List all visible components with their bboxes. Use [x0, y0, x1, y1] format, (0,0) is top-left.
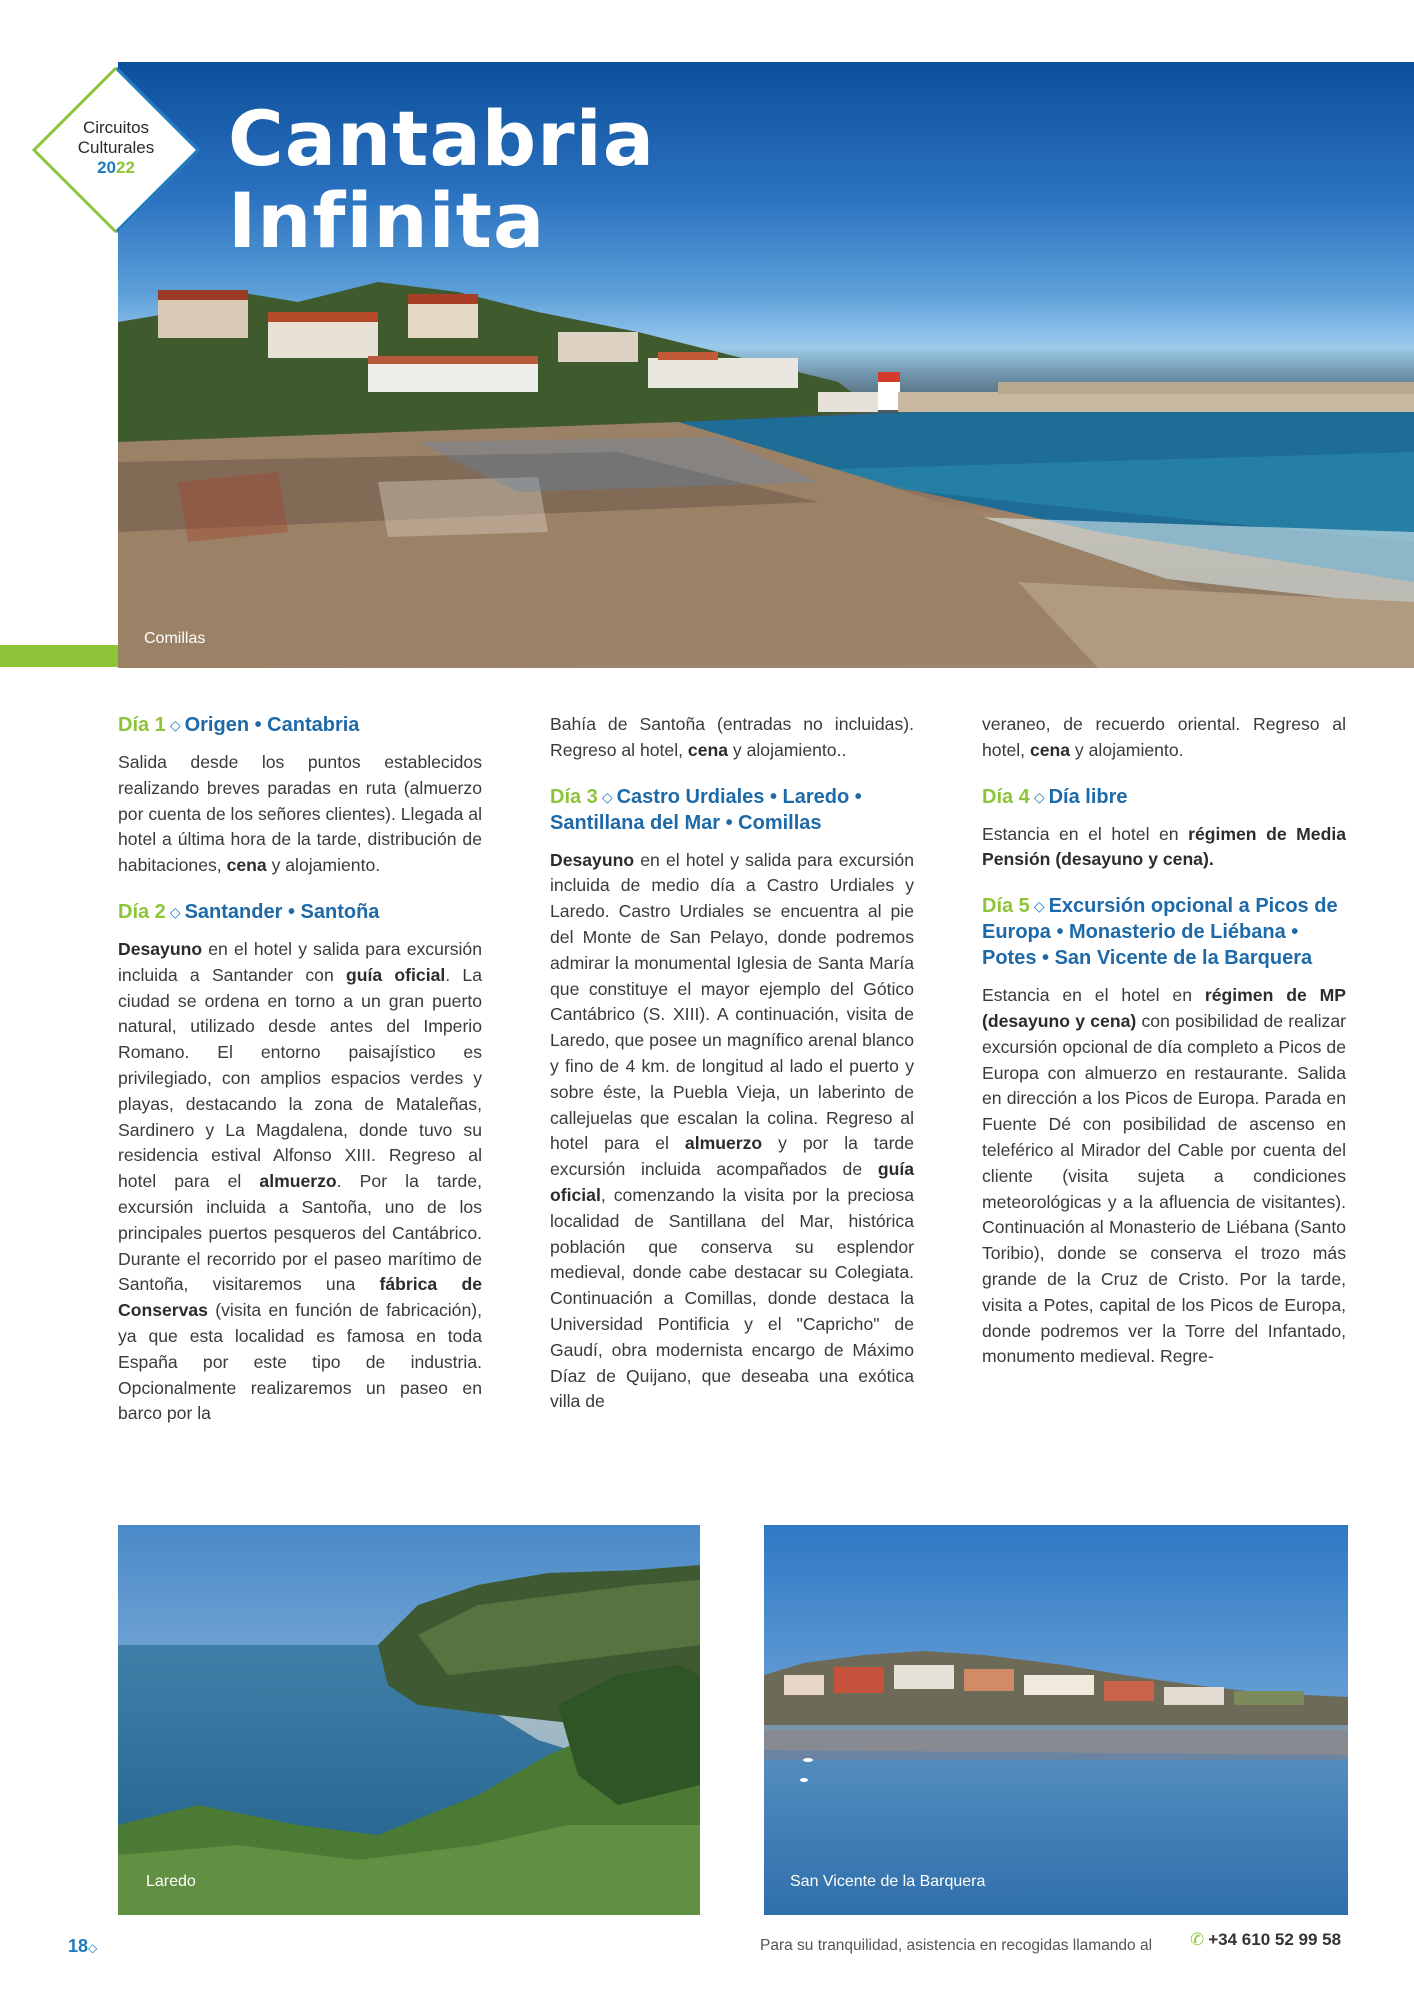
cont3-text-1: veraneo, de recuerdo oriental. Regreso al hotel, [982, 714, 1346, 760]
cont3-bold-1: cena [1029, 739, 1071, 760]
phone-icon: ✆ [1190, 1930, 1205, 1949]
day-1-title: Origen • Cantabria [184, 714, 360, 736]
day-3-text-1: en el hotel y salida para excursión incluida de medio día a Castro Urdiales y Laredo. Castro Urdiales se encuentra al pie del Monte de San Pelayo, donde podremos admirar la monumental Iglesia de Santa María que constituye el mayor ejemplo del Gótico Cantábrico (S. XIII). A continuación, visita de Laredo, que posee un magnífico arenal blanco y fino de 4 km. de longitud al lado el puerto y sobre éste, la Puebla Vieja, un laberinto de callejuelas que escalan la colina. Regreso al hotel para el [550, 849, 914, 1154]
day-2-text [118, 937, 482, 1427]
cont-text-2: y alojamiento.. [728, 739, 847, 760]
text-column-3 [982, 712, 1346, 1390]
day-3-text-2: y por la tarde excursión incluida acompañados de [550, 1133, 914, 1180]
day-5-text [982, 983, 1346, 1370]
day-5-text-1: Estancia en el hotel en [982, 985, 1205, 1006]
phone-contact[interactable] [1190, 1930, 1341, 1950]
day-2-label: Día 2 [118, 900, 166, 923]
assistance-text: Para su tranquilidad, asistencia en recogidas llamando al [760, 1937, 1153, 1954]
day-3-text-3: , comenzando la visita por la preciosa localidad de Santillana del Mar, histórica población que conserva su esplendor medieval, donde cabe destacar su Colegiata. Continuación a Comillas, donde destaca la Universidad Pontificia y el "Capricho" de Gaudí, obra modernista encargo de Máximo Díaz de Quijano, que deseaba una exótica villa de [550, 1184, 914, 1412]
day-1-label: Día 1 [118, 714, 166, 736]
cont-bold-1: cena [687, 739, 729, 760]
day-3-label: Día 3 [550, 785, 598, 808]
day-1-heading [118, 712, 482, 738]
day-2-bold-4: fábrica de Conservas [118, 1274, 482, 1321]
day-1-body: Salida desde los puntos establecidos realizando breves paradas en ruta (almuerzo por cuenta de los señores clientes). Llegada al hotel a última hora de la tarde, distribución de habitaciones, [118, 752, 482, 876]
diamond-bullet-icon: ◇ [1033, 898, 1045, 915]
day-1-end: y alojamiento. [266, 855, 381, 876]
cont-text-1: Bahía de Santoña (entradas no incluidas). Regreso al hotel, [550, 714, 914, 760]
hero-caption: Comillas [144, 630, 206, 647]
badge-year-a: 20 [97, 158, 116, 177]
photo-laredo [118, 1525, 700, 1915]
day-4-label: Día 4 [982, 785, 1030, 808]
day-2-title: Santander • Santoña [184, 900, 380, 923]
day-4-title: Día libre [1048, 785, 1128, 808]
day-3-text [550, 848, 914, 1416]
day-2-bold-2: guía oficial [346, 964, 446, 985]
day-4-text [982, 822, 1346, 874]
day-3-title: Castro Urdiales • Laredo • Santillana del Mar • Comillas [550, 785, 862, 834]
title-line-2: Infinita [228, 176, 546, 265]
day-2-text-4: (visita en función de fabricación), ya que esta localidad es famosa en toda España por este tipo de industria. Opcionalmente realizaremos un paseo en barco por la [118, 1300, 482, 1424]
day-3-continued [982, 712, 1346, 764]
day-3-bold-1: Desayuno [550, 849, 635, 870]
day-4-heading [982, 784, 1346, 810]
day-2-bold-1: Desayuno [118, 938, 203, 959]
laredo-landscape [118, 1525, 700, 1915]
badge-year [28, 158, 204, 178]
san-vicente-landscape [764, 1525, 1348, 1915]
text-column-2 [550, 712, 914, 1435]
day-5-label: Día 5 [982, 895, 1030, 918]
day-3-heading [550, 784, 914, 836]
badge-text [28, 118, 204, 178]
day-4-bold-1: régimen de Media Pensión (desayuno y cena). [982, 823, 1346, 870]
diamond-bullet-icon: ◇ [169, 903, 181, 920]
photo-san-vicente [764, 1525, 1348, 1915]
diamond-bullet-icon: ◇ [1033, 788, 1045, 805]
circuitos-badge [28, 62, 204, 238]
day-1-bold: cena [226, 855, 267, 876]
title-line-1: Cantabria [228, 94, 655, 183]
page-number [68, 1936, 97, 1957]
day-5-text-2: con posibilidad de realizar excursión opcional de día completo a Picos de Europa con almuerzo en restaurante. Salida en dirección a los Picos de Europa. Parada en Fuente Dé con posibilidad de ascenso en teleférico al Mirador del Cable por cuenta del cliente (visita sujeta a condiciones meteorológicas y a la afluencia de visitantes). Continuación al Monasterio de Liébana (Santo Toribio), donde se conserva el trozo más grande de la Cruz de Cristo. Por la tarde, visita a Potes, capital de los Picos de Europa, donde podremos ver la Torre del Infantado, monumento medieval. Regre- [982, 1010, 1346, 1367]
badge-year-b: 22 [116, 158, 135, 177]
day-2-text-3: . Por la tarde, excursión incluida a Santoña, uno de los principales puertos pesqueros del Cantábrico. Durante el recorrido por el paseo marítimo de Santoña, visitaremos una [118, 1171, 482, 1295]
page-number-value: 18 [68, 1936, 89, 1956]
day-2-bold-3: almuerzo [259, 1171, 337, 1192]
day-1-text [118, 750, 482, 879]
accent-bar [0, 645, 118, 667]
text-column-1 [118, 712, 482, 1447]
day-4-text-1: Estancia en el hotel en [982, 823, 1189, 844]
diamond-bullet-icon: ◇ [169, 717, 181, 733]
day-2-text-2: . La ciudad se ordena en torno a un gran puerto natural, utilizado desde antes del Imperio Romano. El entorno paisajístico es privilegiado, con amplios espacios verdes y playas, destacando la zona de Mataleñas, Sardinero y La Magdalena, donde tuvo su residencia estival Alfonso XIII. Regreso al hotel para el [118, 964, 482, 1192]
day-5-heading [982, 893, 1346, 971]
diamond-bullet-icon: ◇ [601, 788, 613, 805]
page-title [228, 94, 655, 265]
diamond-bullet-icon: ◇ [88, 1941, 98, 1955]
phone-number[interactable]: +34 610 52 99 58 [1208, 1930, 1342, 1949]
day-2-text-1: en el hotel y salida para excursión incluida a Santander con [118, 938, 482, 985]
day-3-bold-2: almuerzo [684, 1133, 763, 1154]
day-3-bold-3: guía oficial [550, 1159, 914, 1205]
badge-line-1: Circuitos [82, 118, 150, 137]
photo-right-caption: San Vicente de la Barquera [790, 1873, 986, 1890]
day-2-continued [550, 712, 914, 764]
day-5-title: Excursión opcional a Picos de Europa • Monasterio de Liébana • Potes • San Vicente de la Barquera [982, 895, 1338, 970]
cont3-text-2: y alojamiento. [1070, 739, 1184, 760]
day-2-heading [118, 899, 482, 925]
day-5-bold-1: régimen de MP (desayuno y cena) [982, 985, 1346, 1031]
photo-left-caption: Laredo [146, 1873, 196, 1890]
badge-line-2: Culturales [77, 138, 155, 157]
